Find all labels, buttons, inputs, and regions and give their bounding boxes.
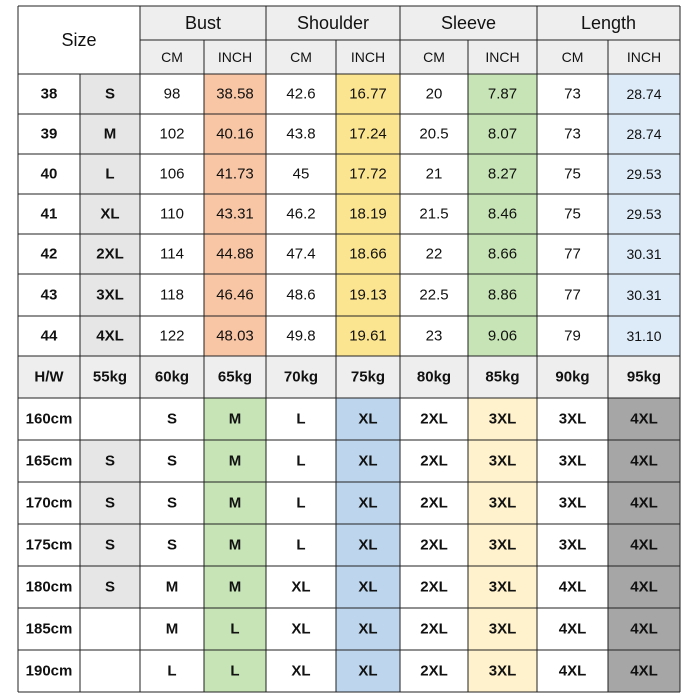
recommended-size: XL [291, 620, 311, 638]
recommended-size: L [296, 410, 306, 428]
recommended-size: L [296, 536, 306, 554]
height-label: 185cm [25, 620, 73, 638]
measurement-value: 48.03 [216, 327, 254, 345]
group-title: Sleeve [440, 13, 497, 33]
recommended-size: L [230, 620, 240, 638]
recommended-size: 3XL [488, 494, 517, 512]
measurement-value: 102 [159, 125, 185, 143]
recommended-size: 2XL [420, 578, 448, 596]
recommended-size: M [228, 494, 242, 512]
weight-label: 85kg [485, 368, 520, 386]
measurement-value: 21.5 [419, 205, 449, 223]
measurement-value: 30.31 [626, 246, 662, 262]
measurement-value: 43.8 [286, 125, 316, 143]
size-header: Size [61, 30, 97, 50]
recommended-size: S [166, 494, 178, 512]
group-title: Shoulder [296, 13, 370, 33]
height-label: 165cm [25, 452, 73, 470]
recommended-size: S [166, 536, 178, 554]
size-number: 41 [40, 205, 58, 223]
measurement-value: 40.16 [216, 125, 254, 143]
size-label: 4XL [96, 327, 124, 345]
measurement-value: 49.8 [286, 327, 316, 345]
weight-label: 80kg [416, 368, 452, 386]
recommended-size: S [104, 494, 116, 512]
recommended-size: XL [358, 410, 378, 428]
recommended-size: 3XL [558, 452, 587, 470]
unit-label: CM [423, 49, 445, 65]
measurement-value: 73 [564, 125, 581, 143]
measurement-value: 28.74 [626, 126, 662, 142]
recommended-size: 4XL [630, 494, 658, 512]
measurement-value: 38.58 [216, 85, 254, 103]
measurement-value: 21 [425, 165, 443, 183]
unit-label: INCH [217, 49, 253, 65]
recommended-size: XL [358, 662, 378, 680]
recommended-size: L [296, 494, 306, 512]
recommended-size: 2XL [420, 620, 448, 638]
weight-label: 55kg [92, 368, 128, 386]
measurement-value: 18.19 [349, 205, 387, 223]
recommended-size: 4XL [630, 620, 658, 638]
measurement-value: 22 [425, 245, 443, 263]
group-title: Bust [184, 13, 222, 33]
measurement-value: 8.07 [487, 125, 518, 143]
recommended-size: 4XL [630, 410, 658, 428]
size-number: 38 [40, 85, 58, 103]
measurement-value: 75 [564, 205, 581, 223]
recommended-size: S [166, 452, 178, 470]
weight-label: 95kg [626, 368, 662, 386]
recommended-size: 4XL [630, 662, 658, 680]
weight-label: 75kg [350, 368, 386, 386]
measurement-value: 122 [159, 327, 185, 345]
measurement-value: 19.13 [349, 286, 387, 304]
measurement-value: 28.74 [626, 86, 662, 102]
recommended-size: XL [291, 578, 311, 596]
recommended-size: 2XL [420, 410, 448, 428]
hw-corner: H/W [34, 368, 64, 386]
recommended-size: M [228, 578, 242, 596]
measurement-value: 30.31 [626, 287, 662, 303]
recommended-size: 3XL [558, 494, 587, 512]
recommended-size: S [104, 536, 116, 554]
weight-label: 60kg [154, 368, 190, 386]
height-label: 170cm [25, 494, 73, 512]
recommended-size: 4XL [630, 452, 658, 470]
recommended-size: 3XL [558, 410, 587, 428]
recommended-size: S [104, 452, 116, 470]
size-label: M [103, 125, 117, 143]
measurement-value: 7.87 [487, 85, 518, 103]
measurement-value: 42.6 [286, 85, 316, 103]
unit-label: INCH [350, 49, 386, 65]
measurement-value: 31.10 [626, 328, 662, 344]
recommended-size: L [230, 662, 240, 680]
measurement-value: 118 [160, 286, 184, 304]
unit-label: CM [290, 49, 312, 65]
measurement-value: 18.66 [349, 245, 387, 263]
group-title: Length [580, 13, 637, 33]
measurement-value: 77 [564, 286, 581, 304]
size-label: L [105, 165, 115, 183]
measurement-value: 20.5 [419, 125, 449, 143]
height-label: 180cm [25, 578, 73, 596]
measurement-value: 8.46 [487, 205, 518, 223]
measurement-value: 48.6 [286, 286, 316, 304]
measurement-value: 44.88 [216, 245, 254, 263]
size-number: 39 [40, 125, 58, 143]
weight-label: 65kg [217, 368, 253, 386]
size-number: 43 [40, 286, 58, 304]
measurement-value: 20 [425, 85, 443, 103]
recommended-size: 3XL [488, 452, 517, 470]
measurement-value: 77 [564, 245, 581, 263]
size-label: 3XL [96, 286, 124, 304]
size-number: 44 [40, 327, 58, 345]
recommended-size: M [228, 536, 242, 554]
measurement-value: 98 [163, 85, 181, 103]
recommended-size: 2XL [420, 662, 448, 680]
height-label: 160cm [25, 410, 73, 428]
recommended-size: M [228, 410, 242, 428]
recommended-size: 3XL [488, 410, 517, 428]
recommended-size: XL [291, 662, 311, 680]
unit-label: CM [161, 49, 183, 65]
height-label: 190cm [25, 662, 73, 680]
measurement-value: 43.31 [216, 205, 254, 223]
measurement-value: 47.4 [286, 245, 316, 263]
measurement-value: 9.06 [487, 327, 518, 345]
recommended-size: 3XL [488, 536, 517, 554]
recommended-size: 3XL [488, 662, 517, 680]
measurement-value: 110 [160, 205, 184, 223]
recommended-size: 3XL [558, 536, 587, 554]
measurement-value: 114 [160, 245, 184, 263]
recommended-size: 4XL [558, 578, 587, 596]
recommended-size: M [228, 452, 242, 470]
recommended-size: 2XL [420, 536, 448, 554]
measurement-value: 16.77 [349, 85, 387, 103]
recommended-size: 2XL [420, 494, 448, 512]
recommended-size: 4XL [630, 578, 658, 596]
weight-label: 70kg [283, 368, 319, 386]
unit-label: CM [561, 49, 584, 65]
recommended-size: XL [358, 452, 378, 470]
unit-label: INCH [626, 49, 662, 65]
size-label: 2XL [96, 245, 124, 263]
recommended-size: 4XL [630, 536, 658, 554]
recommended-size: XL [358, 578, 378, 596]
measurement-value: 29.53 [626, 206, 662, 222]
measurement-value: 46.46 [216, 286, 254, 304]
measurement-value: 106 [159, 165, 185, 183]
recommended-size: L [296, 452, 306, 470]
size-number: 42 [40, 245, 58, 263]
recommended-size: S [104, 578, 116, 596]
recommended-size: S [166, 410, 178, 428]
unit-label: INCH [485, 49, 520, 65]
recommended-size: 2XL [420, 452, 448, 470]
measurement-value: 8.66 [487, 245, 518, 263]
size-number: 40 [40, 165, 58, 183]
recommended-size: 4XL [558, 620, 587, 638]
weight-label: 90kg [555, 368, 590, 386]
measurement-value: 22.5 [419, 286, 449, 304]
measurement-value: 29.53 [626, 166, 662, 182]
measurement-value: 23 [425, 327, 443, 345]
recommended-size: XL [358, 536, 378, 554]
recommended-size: 3XL [488, 620, 517, 638]
measurement-value: 8.86 [487, 286, 518, 304]
size-label: S [104, 85, 116, 103]
measurement-value: 45 [292, 165, 310, 183]
measurement-value: 79 [564, 327, 581, 345]
measurement-value: 73 [564, 85, 581, 103]
recommended-size: 4XL [558, 662, 587, 680]
measurement-value: 8.27 [487, 165, 518, 183]
recommended-size: XL [358, 494, 378, 512]
measurement-value: 75 [564, 165, 581, 183]
recommended-size: L [167, 662, 177, 680]
recommended-size: M [165, 578, 179, 596]
height-label: 175cm [25, 536, 73, 554]
measurement-value: 41.73 [216, 165, 254, 183]
measurement-value: 19.61 [349, 327, 387, 345]
measurement-value: 46.2 [286, 205, 316, 223]
size-label: XL [100, 205, 120, 223]
measurement-value: 17.72 [349, 165, 387, 183]
recommended-size: M [165, 620, 179, 638]
recommended-size: XL [358, 620, 378, 638]
measurement-value: 17.24 [349, 125, 387, 143]
recommended-size: 3XL [488, 578, 517, 596]
